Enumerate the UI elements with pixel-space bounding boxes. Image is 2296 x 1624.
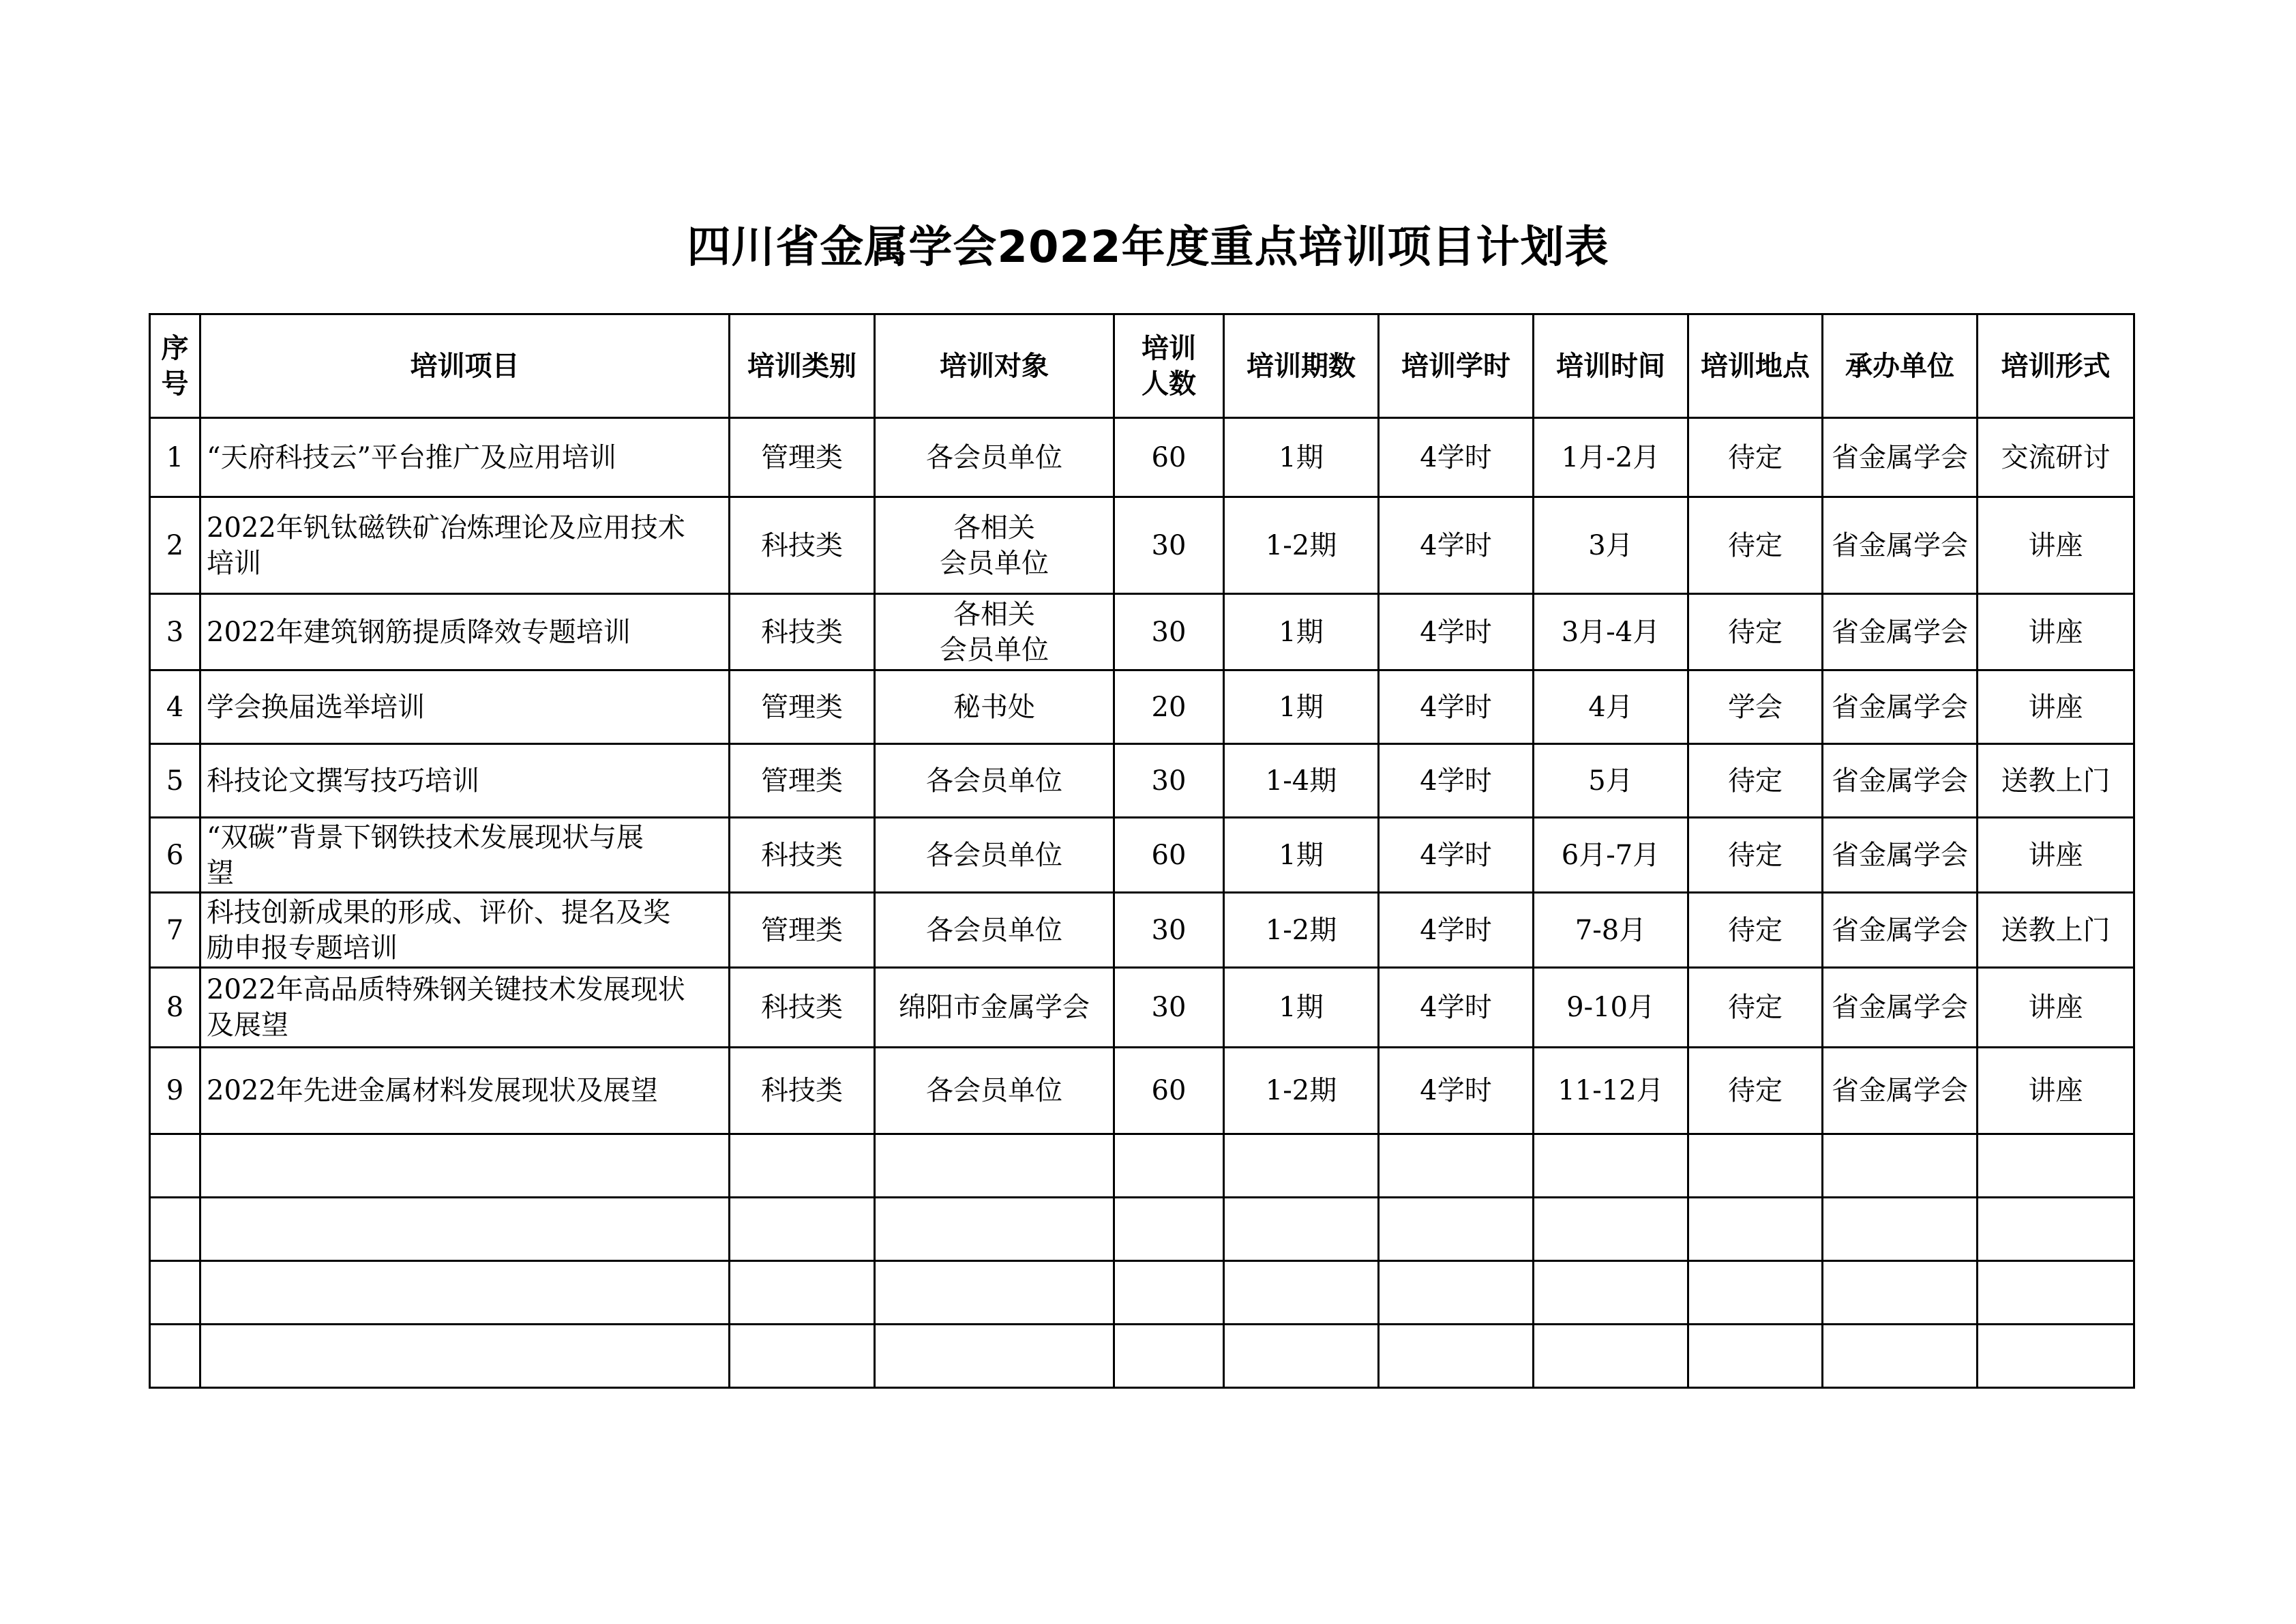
empty-cell xyxy=(730,1134,875,1198)
cell-time: 1月-2月 xyxy=(1534,418,1688,497)
empty-cell xyxy=(875,1198,1114,1261)
cell-category: 科技类 xyxy=(730,594,875,670)
cell-place: 待定 xyxy=(1688,594,1823,670)
cell-no: 6 xyxy=(150,818,200,893)
cell-form: 讲座 xyxy=(1978,818,2134,893)
cell-target: 秘书处 xyxy=(875,670,1114,744)
cell-target: 各会员单位 xyxy=(875,1048,1114,1134)
cell-people: 20 xyxy=(1114,670,1224,744)
cell-target: 各会员单位 xyxy=(875,818,1114,893)
empty-cell xyxy=(1534,1261,1688,1325)
cell-category: 科技类 xyxy=(730,968,875,1048)
cell-host: 省金属学会 xyxy=(1823,594,1978,670)
table-row xyxy=(150,893,2134,968)
empty-table-row xyxy=(150,1198,2134,1261)
cell-no: 9 xyxy=(150,1048,200,1134)
empty-cell xyxy=(1379,1134,1534,1198)
cell-project: 2022年高品质特殊钢关键技术发展现状 及展望 xyxy=(200,968,730,1048)
empty-cell xyxy=(1224,1134,1379,1198)
empty-cell xyxy=(1823,1134,1978,1198)
cell-time: 11-12月 xyxy=(1534,1048,1688,1134)
cell-sessions: 1期 xyxy=(1224,968,1379,1048)
cell-form: 讲座 xyxy=(1978,670,2134,744)
cell-people: 30 xyxy=(1114,594,1224,670)
cell-sessions: 1期 xyxy=(1224,594,1379,670)
cell-no: 7 xyxy=(150,893,200,968)
cell-target: 各相关 会员单位 xyxy=(875,594,1114,670)
cell-host: 省金属学会 xyxy=(1823,670,1978,744)
empty-cell xyxy=(1224,1325,1379,1388)
empty-cell xyxy=(1114,1325,1224,1388)
empty-cell xyxy=(875,1134,1114,1198)
cell-time: 3月-4月 xyxy=(1534,594,1688,670)
cell-target: 各会员单位 xyxy=(875,744,1114,818)
empty-cell xyxy=(1978,1325,2134,1388)
empty-cell xyxy=(1534,1325,1688,1388)
cell-time: 5月 xyxy=(1534,744,1688,818)
cell-people: 60 xyxy=(1114,1048,1224,1134)
cell-hours: 4学时 xyxy=(1379,893,1534,968)
empty-cell xyxy=(150,1198,200,1261)
empty-cell xyxy=(1379,1198,1534,1261)
empty-table-row xyxy=(150,1325,2134,1388)
cell-category: 管理类 xyxy=(730,670,875,744)
cell-hours: 4学时 xyxy=(1379,418,1534,497)
cell-host: 省金属学会 xyxy=(1823,968,1978,1048)
cell-hours: 4学时 xyxy=(1379,968,1534,1048)
cell-project: 科技论文撰写技巧培训 xyxy=(200,744,730,818)
empty-cell xyxy=(1978,1134,2134,1198)
empty-cell xyxy=(150,1134,200,1198)
cell-place: 待定 xyxy=(1688,893,1823,968)
empty-cell xyxy=(1379,1261,1534,1325)
empty-cell xyxy=(1823,1261,1978,1325)
empty-cell xyxy=(1978,1261,2134,1325)
cell-sessions: 1期 xyxy=(1224,670,1379,744)
cell-place: 待定 xyxy=(1688,818,1823,893)
cell-sessions: 1-2期 xyxy=(1224,893,1379,968)
empty-cell xyxy=(730,1325,875,1388)
cell-host: 省金属学会 xyxy=(1823,893,1978,968)
table-row xyxy=(150,744,2134,818)
cell-form: 讲座 xyxy=(1978,968,2134,1048)
empty-cell xyxy=(1823,1198,1978,1261)
empty-table-row xyxy=(150,1261,2134,1325)
empty-cell xyxy=(1224,1261,1379,1325)
cell-project: 2022年钒钛磁铁矿冶炼理论及应用技术 培训 xyxy=(200,497,730,594)
cell-form: 讲座 xyxy=(1978,497,2134,594)
cell-people: 30 xyxy=(1114,744,1224,818)
cell-time: 7-8月 xyxy=(1534,893,1688,968)
cell-form: 送教上门 xyxy=(1978,744,2134,818)
cell-host: 省金属学会 xyxy=(1823,744,1978,818)
training-plan-table xyxy=(149,313,2135,1389)
cell-host: 省金属学会 xyxy=(1823,1048,1978,1134)
cell-category: 管理类 xyxy=(730,418,875,497)
cell-hours: 4学时 xyxy=(1379,818,1534,893)
cell-hours: 4学时 xyxy=(1379,594,1534,670)
cell-form: 讲座 xyxy=(1978,1048,2134,1134)
cell-no: 8 xyxy=(150,968,200,1048)
empty-cell xyxy=(875,1261,1114,1325)
empty-cell xyxy=(1224,1198,1379,1261)
cell-project: 科技创新成果的形成、评价、提名及奖 励申报专题培训 xyxy=(200,893,730,968)
cell-project: “双碳”背景下钢铁技术发展现状与展 望 xyxy=(200,818,730,893)
cell-project: 学会换届选举培训 xyxy=(200,670,730,744)
empty-cell xyxy=(1978,1198,2134,1261)
empty-cell xyxy=(1114,1198,1224,1261)
cell-people: 30 xyxy=(1114,497,1224,594)
cell-category: 科技类 xyxy=(730,497,875,594)
empty-cell xyxy=(1688,1325,1823,1388)
cell-form: 送教上门 xyxy=(1978,893,2134,968)
empty-cell xyxy=(1534,1134,1688,1198)
empty-cell xyxy=(1114,1261,1224,1325)
empty-cell xyxy=(200,1261,730,1325)
empty-cell xyxy=(730,1198,875,1261)
cell-hours: 4学时 xyxy=(1379,670,1534,744)
header-people: 培训 人数 xyxy=(1114,314,1224,418)
table-row xyxy=(150,418,2134,497)
cell-category: 科技类 xyxy=(730,818,875,893)
cell-time: 4月 xyxy=(1534,670,1688,744)
cell-target: 各会员单位 xyxy=(875,418,1114,497)
cell-host: 省金属学会 xyxy=(1823,418,1978,497)
cell-no: 4 xyxy=(150,670,200,744)
cell-place: 待定 xyxy=(1688,418,1823,497)
header-sessions: 培训期数 xyxy=(1224,314,1379,418)
cell-host: 省金属学会 xyxy=(1823,818,1978,893)
cell-category: 管理类 xyxy=(730,744,875,818)
empty-cell xyxy=(1823,1325,1978,1388)
cell-people: 30 xyxy=(1114,968,1224,1048)
empty-cell xyxy=(1688,1198,1823,1261)
cell-target: 各会员单位 xyxy=(875,893,1114,968)
cell-sessions: 1期 xyxy=(1224,418,1379,497)
table-header-row xyxy=(150,314,2134,418)
header-form: 培训形式 xyxy=(1978,314,2134,418)
cell-project: 2022年建筑钢筋提质降效专题培训 xyxy=(200,594,730,670)
cell-project: “天府科技云”平台推广及应用培训 xyxy=(200,418,730,497)
header-hours: 培训学时 xyxy=(1379,314,1534,418)
table-row xyxy=(150,968,2134,1048)
empty-cell xyxy=(1688,1261,1823,1325)
cell-form: 交流研讨 xyxy=(1978,418,2134,497)
cell-host: 省金属学会 xyxy=(1823,497,1978,594)
cell-project: 2022年先进金属材料发展现状及展望 xyxy=(200,1048,730,1134)
cell-time: 6月-7月 xyxy=(1534,818,1688,893)
header-place: 培训地点 xyxy=(1688,314,1823,418)
header-target: 培训对象 xyxy=(875,314,1114,418)
cell-place: 待定 xyxy=(1688,968,1823,1048)
header-no: 序 号 xyxy=(150,314,200,418)
table-row xyxy=(150,497,2134,594)
cell-place: 待定 xyxy=(1688,497,1823,594)
table-row xyxy=(150,670,2134,744)
empty-cell xyxy=(200,1134,730,1198)
empty-cell xyxy=(200,1325,730,1388)
cell-sessions: 1-2期 xyxy=(1224,1048,1379,1134)
empty-cell xyxy=(1688,1134,1823,1198)
cell-no: 1 xyxy=(150,418,200,497)
empty-cell xyxy=(1114,1134,1224,1198)
cell-category: 科技类 xyxy=(730,1048,875,1134)
cell-time: 9-10月 xyxy=(1534,968,1688,1048)
empty-cell xyxy=(1379,1325,1534,1388)
cell-place: 待定 xyxy=(1688,1048,1823,1134)
cell-place: 待定 xyxy=(1688,744,1823,818)
empty-cell xyxy=(730,1261,875,1325)
empty-cell xyxy=(1534,1198,1688,1261)
cell-hours: 4学时 xyxy=(1379,1048,1534,1134)
header-project: 培训项目 xyxy=(200,314,730,418)
cell-no: 3 xyxy=(150,594,200,670)
header-time: 培训时间 xyxy=(1534,314,1688,418)
cell-people: 60 xyxy=(1114,818,1224,893)
empty-cell xyxy=(150,1261,200,1325)
empty-cell xyxy=(875,1325,1114,1388)
cell-category: 管理类 xyxy=(730,893,875,968)
cell-sessions: 1-4期 xyxy=(1224,744,1379,818)
cell-people: 60 xyxy=(1114,418,1224,497)
header-category: 培训类别 xyxy=(730,314,875,418)
cell-hours: 4学时 xyxy=(1379,744,1534,818)
cell-no: 5 xyxy=(150,744,200,818)
cell-form: 讲座 xyxy=(1978,594,2134,670)
cell-no: 2 xyxy=(150,497,200,594)
cell-place: 学会 xyxy=(1688,670,1823,744)
empty-cell xyxy=(150,1325,200,1388)
cell-people: 30 xyxy=(1114,893,1224,968)
empty-table-row xyxy=(150,1134,2134,1198)
cell-target: 绵阳市金属学会 xyxy=(875,968,1114,1048)
cell-target: 各相关 会员单位 xyxy=(875,497,1114,594)
cell-hours: 4学时 xyxy=(1379,497,1534,594)
cell-sessions: 1期 xyxy=(1224,818,1379,893)
table-row xyxy=(150,1048,2134,1134)
empty-cell xyxy=(200,1198,730,1261)
table-row xyxy=(150,818,2134,893)
table-row xyxy=(150,594,2134,670)
header-host: 承办单位 xyxy=(1823,314,1978,418)
cell-sessions: 1-2期 xyxy=(1224,497,1379,594)
cell-time: 3月 xyxy=(1534,497,1688,594)
page-title: 四川省金属学会2022年度重点培训项目计划表 xyxy=(687,222,1609,273)
